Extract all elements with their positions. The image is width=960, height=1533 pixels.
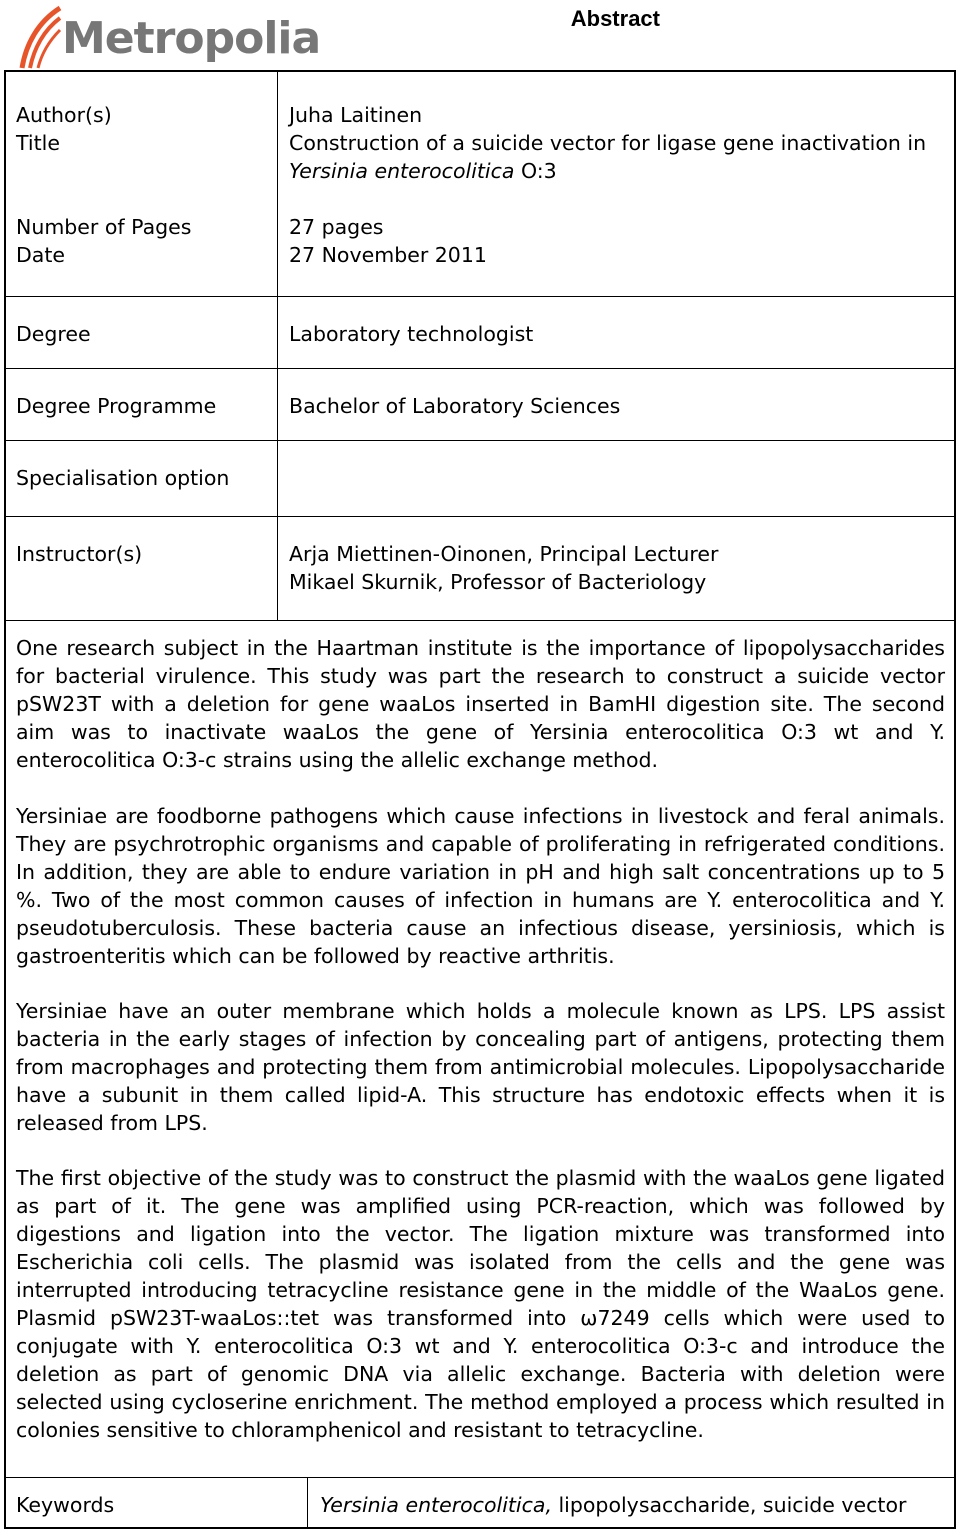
abstract-paragraph-4: The first objective of the study was to construct the plasmid with the waaLos gene ligated as part of it. The gene was amplified using PCR-reaction, which was followed by digestions and ligation into the vector. The ligation mixture was transformed into Escherichia coli cells. The plasmid was isolated from the cells and the gene was interrupted introducing tetracycline resistance gene in the middle of the WaaLos gene. Plasmid pSW23T-waaLos::tet was transformed into ω7249 cells which were used to conjugate with Y. enterocolitica O:3 wt and Y. enterocolitica O:3-c and introduce the deletion as part of genomic DNA via allelic exchange. Bacteria with deletion were selected using cycloserine enrichment. The method employed a process which resulted in colonies sensitive to chloramphenicol and resistant to tetracycline. (16, 1166, 945, 1442)
divider (4, 620, 956, 621)
serotype: O:3 (514, 159, 557, 183)
programme-value: Bachelor of Laboratory Sciences (289, 394, 621, 418)
title-label: Title (16, 131, 60, 155)
column-divider (307, 1477, 308, 1529)
divider (4, 440, 956, 441)
title-value-line1: Construction of a suicide vector for ligase gene inactivation in (289, 131, 927, 155)
keyword-species: Yersinia enterocolitica, (320, 1493, 552, 1517)
pages-value: 27 pages (289, 215, 384, 239)
logo-wordmark: Metropolia (62, 13, 321, 64)
keywords-label: Keywords (16, 1493, 115, 1517)
author-value: Juha Laitinen (289, 103, 423, 127)
abstract-paragraph-1: One research subject in the Haartman institute is the importance of lipopolysaccharides for bacterial virulence. This study was part the research to construct a suicide vector pSW23T with a deletion for gene waaLos inserted in BamHI digestion site. The second aim was to inactivate waaLos the gene of Yersinia enterocolitica O:3 wt and Y. enterocolitica O:3-c strains using the allelic exchange method. (16, 636, 945, 772)
divider (4, 516, 956, 517)
title-value-line2 (289, 157, 557, 185)
instructor-line2: Mikael Skurnik, Professor of Bacteriology (289, 570, 707, 594)
instructor-label: Instructor(s) (16, 542, 143, 566)
divider (4, 296, 956, 297)
specialisation-label: Specialisation option (16, 466, 230, 490)
degree-label: Degree (16, 322, 91, 346)
species-name: Yersinia enterocolitica (289, 159, 515, 183)
divider (4, 368, 956, 369)
keywords-value (320, 1491, 906, 1519)
author-label: Author(s) (16, 103, 112, 127)
abstract-paragraph-3: Yersiniae have an outer membrane which holds a molecule known as LPS. LPS assist bacteria in the early stages of infection by concealing part of antigens, protecting them from macrophages and protecting them from antimicrobial molecules. Lipopolysaccharide have a subunit in them called lipid-A. This structure has endotoxic effects when it is released from LPS. (16, 999, 945, 1135)
metropolia-logo (16, 4, 336, 70)
logo-mark-icon (16, 4, 62, 70)
keyword-rest: lipopolysaccharide, suicide vector (551, 1493, 907, 1517)
pages-label: Number of Pages (16, 215, 192, 239)
degree-value: Laboratory technologist (289, 322, 534, 346)
date-label: Date (16, 243, 65, 267)
column-divider (277, 70, 278, 620)
programme-label: Degree Programme (16, 394, 217, 418)
page-title: Abstract (570, 6, 660, 31)
divider (4, 1477, 956, 1478)
abstract-paragraph-2: Yersiniae are foodborne pathogens which cause infections in livestock and feral animals. They are psychrotrophic organisms and capable of proliferating in refrigerated conditions. In addition, they are able to endure variation in pH and high salt concentrations up to 5 %. Two of the most common causes of infection in humans are Y. enterocolitica and Y. pseudotuberculosis. These bacteria cause an infectious disease, yersiniosis, which is gastroenteritis which can be followed by reactive arthritis. (16, 804, 945, 968)
instructor-line1: Arja Miettinen-Oinonen, Principal Lecturer (289, 542, 719, 566)
date-value: 27 November 2011 (289, 243, 487, 267)
